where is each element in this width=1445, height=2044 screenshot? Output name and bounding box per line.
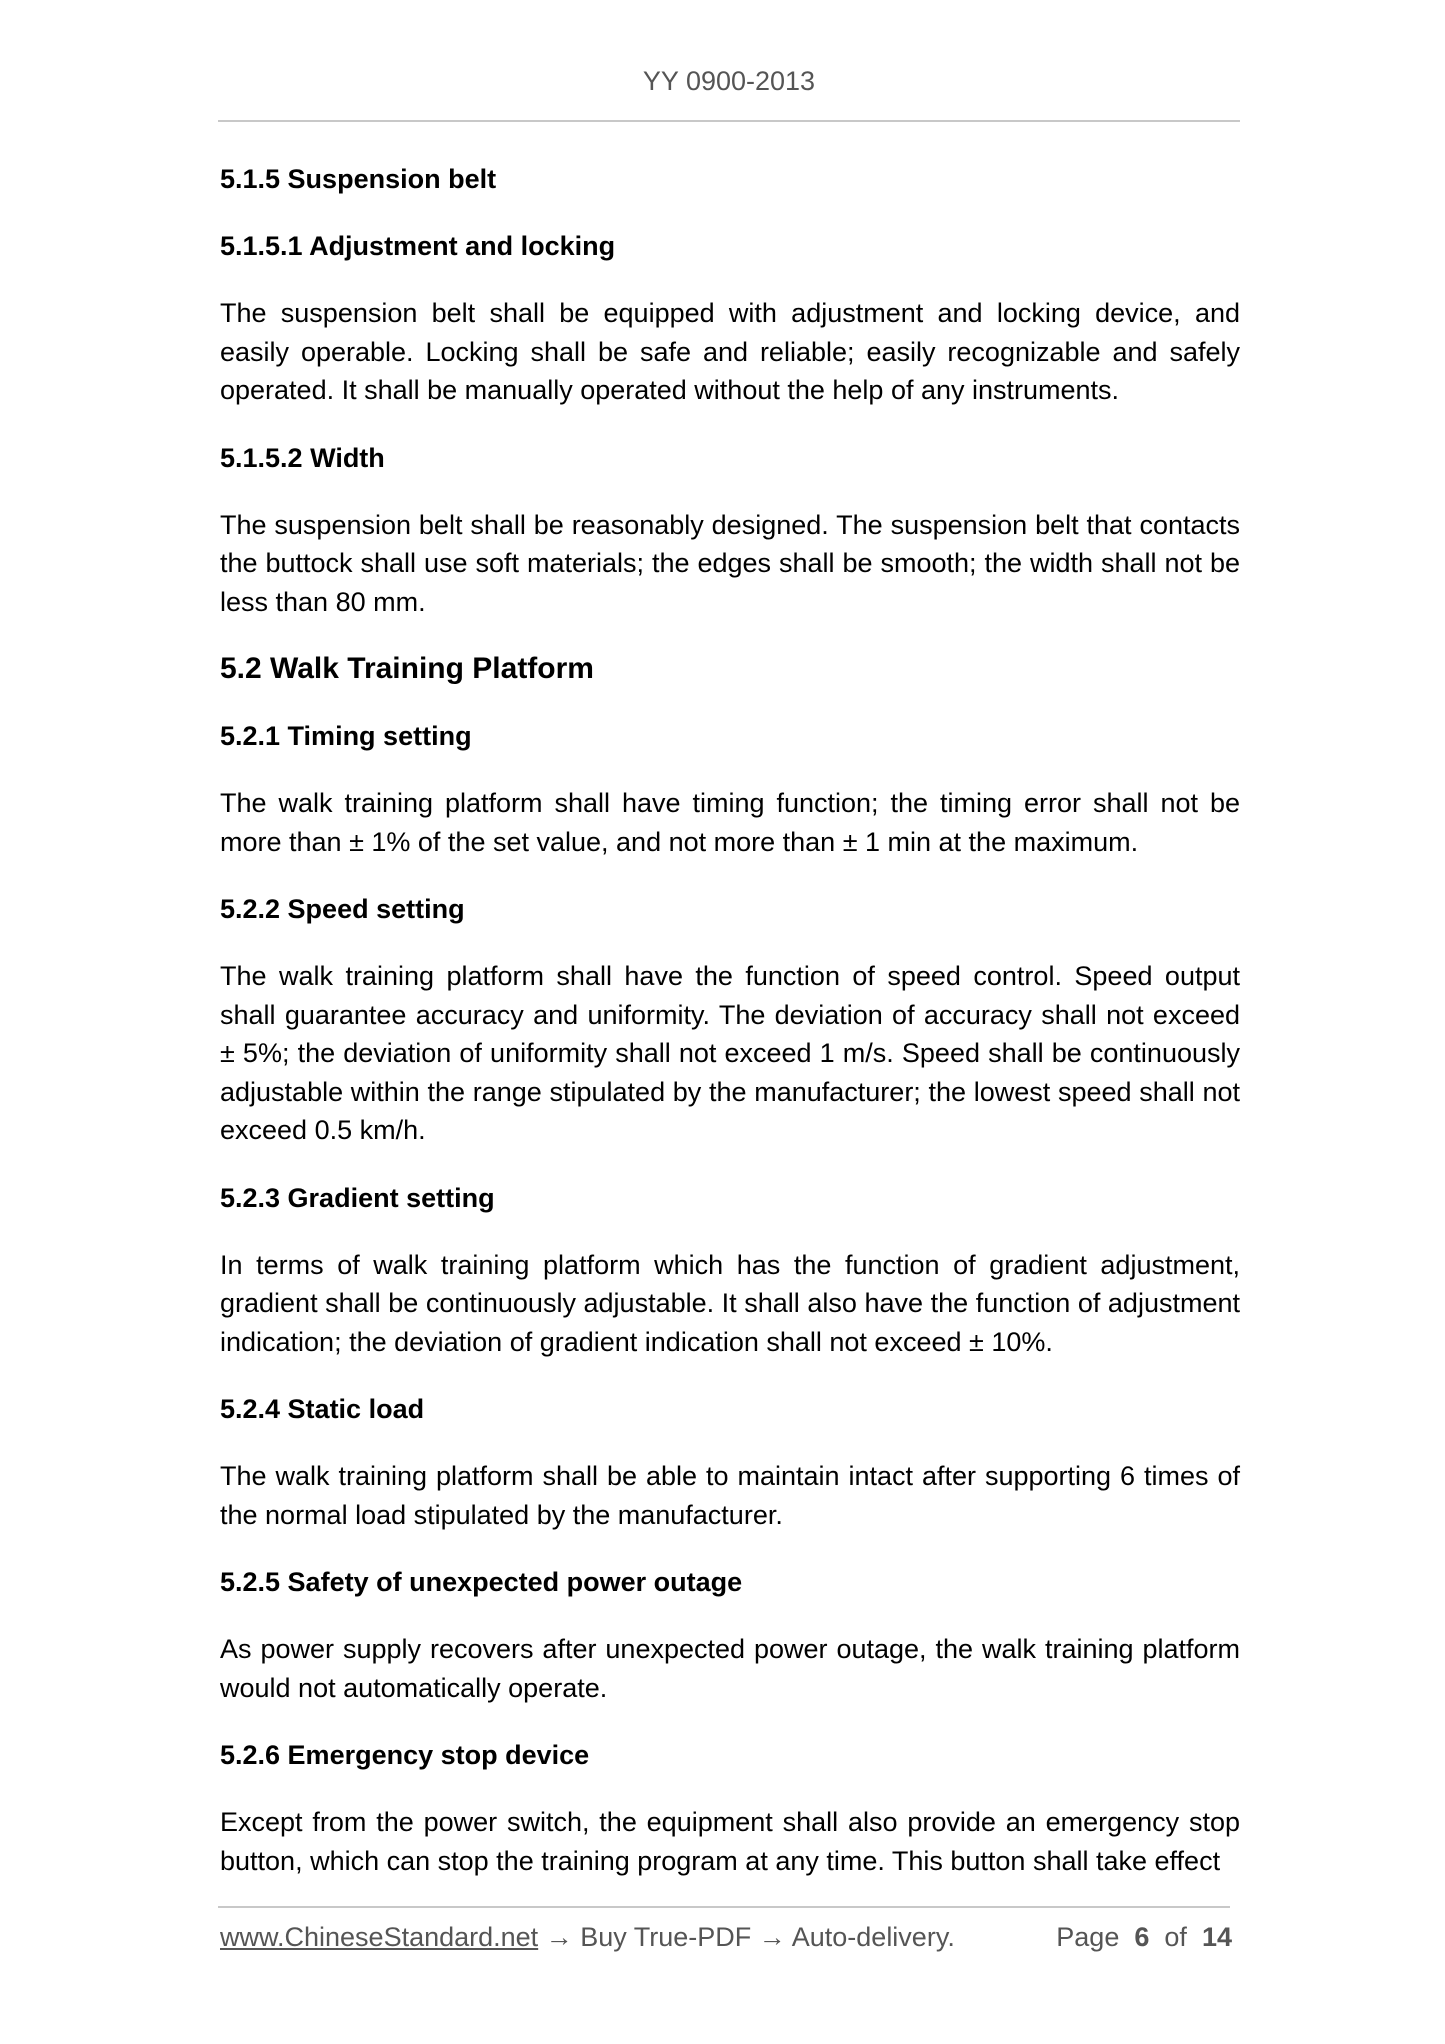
page-of-label: of: [1164, 1922, 1187, 1952]
heading-5-2-6: 5.2.6 Emergency stop device: [220, 1740, 590, 1770]
heading-5-2-1: 5.2.1 Timing setting: [220, 721, 472, 751]
website-link[interactable]: www.ChineseStandard.net: [220, 1922, 539, 1952]
paragraph-width: The suspension belt shall be reasonably designed. The suspension belt that contacts the buttock shall use soft materials; the edges shall be smooth; the width shall not be less than 80 mm.: [220, 509, 1240, 617]
paragraph-adjustment-locking: The suspension belt shall be equipped with adjustment and locking device, and easily operable. Locking shall be safe and reliable; easily recognizable and safely operated. It shall be manually operated without the help of any instruments.: [220, 298, 1240, 405]
paragraph-static-load: The walk training platform shall be able to maintain intact after supporting 6 times of the normal load stipulated by the manufacturer.: [220, 1461, 1240, 1530]
page-label: Page: [1056, 1922, 1120, 1952]
heading-5-1-5-2: 5.1.5.2 Width: [220, 442, 385, 473]
heading-5-2-2: 5.2.2 Speed setting: [220, 894, 465, 924]
paragraph-emergency-stop: Except from the power switch, the equipment shall also provide an emergency stop button, which can stop the training program at any time. This button shall take effect: [220, 1807, 1240, 1876]
document-body: [220, 160, 1240, 1909]
paragraph-gradient: In terms of walk training platform which has the function of gradient adjustment, gradient shall be continuously adjustable. It shall also have the function of adjustment indication; the deviation of gradient indication shall not exceed ± 10%.: [220, 1249, 1240, 1357]
heading-5-2-3: 5.2.3 Gradient setting: [220, 1182, 495, 1213]
paragraph-speed: The walk training platform shall have the function of speed control. Speed output shall guarantee accuracy and uniformity. The deviation of accuracy shall not exceed ± 5%; the deviation of uniformity shall not exceed 1 m/s. Speed shall be continuously adjustable within the range stipulated by the manufacturer; the lowest speed shall not exceed 0.5 km/h.: [220, 961, 1240, 1145]
footer-tagline: → Buy True-PDF → Auto-delivery.: [538, 1922, 955, 1952]
heading-5-2-5: 5.2.5 Safety of unexpected power outage: [220, 1567, 743, 1597]
heading-5-2: 5.2 Walk Training Platform: [220, 652, 594, 685]
heading-5-1-5-1: 5.1.5.1 Adjustment and locking: [220, 231, 616, 261]
document-code-header: YY 0900-2013: [642, 66, 816, 96]
page-current: 6: [1134, 1922, 1150, 1952]
footer-left: [220, 1922, 955, 1953]
header-divider: [218, 120, 1240, 122]
heading-5-2-4: 5.2.4 Static load: [220, 1394, 425, 1424]
page-total: 14: [1201, 1922, 1232, 1952]
heading-5-1-5: 5.1.5 Suspension belt: [220, 164, 497, 194]
paragraph-timing: The walk training platform shall have timing function; the timing error shall not be more than ± 1% of the set value, and not more than ± 1 min at the maximum.: [220, 788, 1240, 857]
page-number: [1056, 1922, 1232, 1953]
page-footer: [220, 1922, 1232, 1958]
footer-divider: [218, 1906, 1230, 1908]
paragraph-power-outage: As power supply recovers after unexpected power outage, the walk training platform would not automatically operate.: [220, 1634, 1240, 1703]
